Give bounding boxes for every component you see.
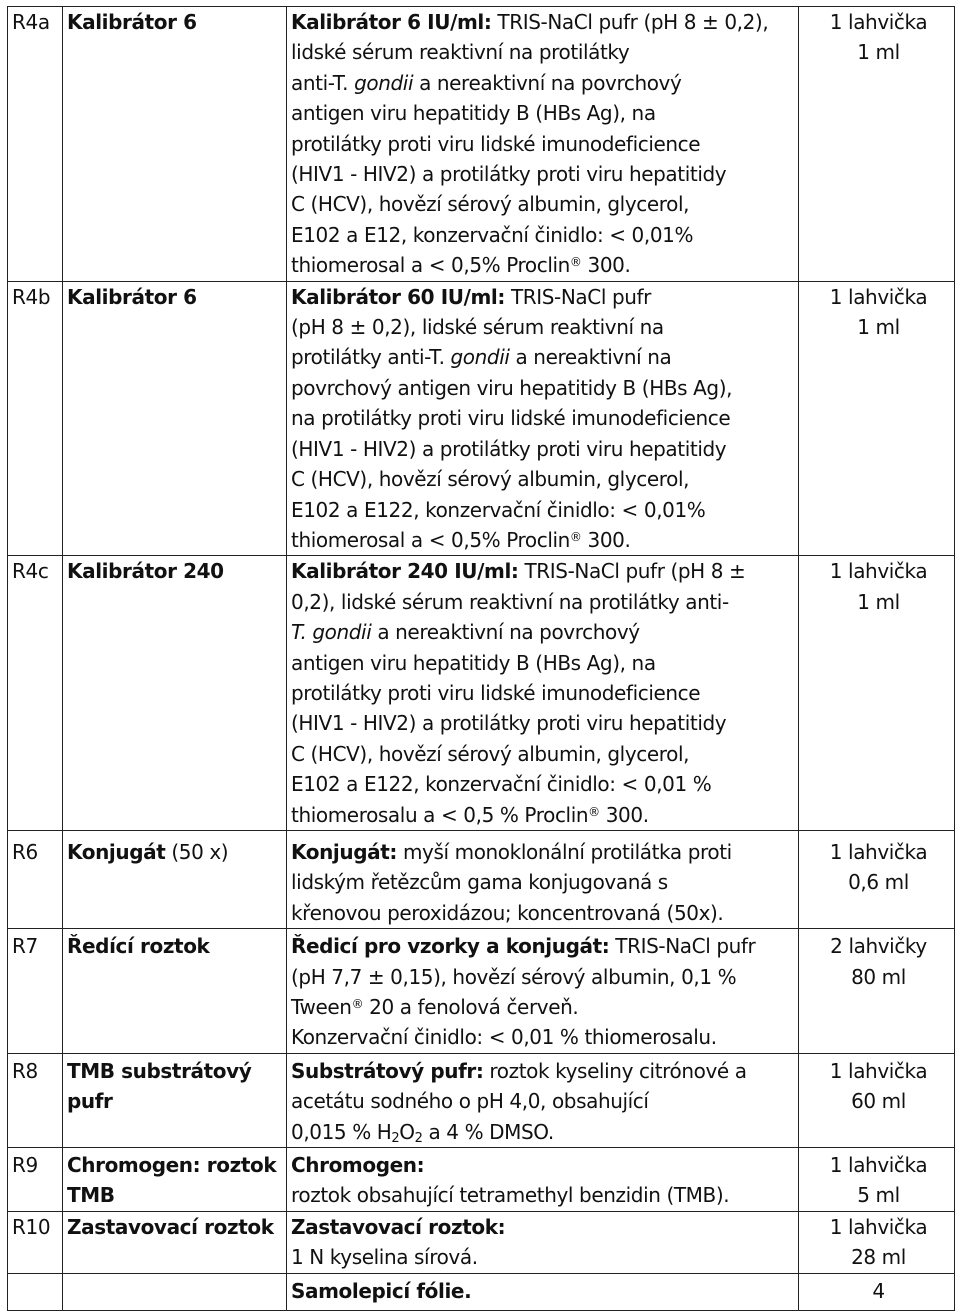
desc-line: (pH 8 ± 0,2), lidské sérum reaktivní na bbox=[291, 315, 664, 340]
subscript: 2 bbox=[391, 1130, 400, 1146]
desc-text: 20 a fenolová červeň. bbox=[363, 995, 579, 1019]
row-name bbox=[63, 281, 287, 556]
desc-title: Chromogen: bbox=[291, 1153, 425, 1178]
desc-text: a 4 % DMSO. bbox=[422, 1119, 554, 1144]
desc-title: Substrátový pufr: bbox=[291, 1058, 484, 1083]
desc-text: 0,015 % H bbox=[291, 1119, 392, 1144]
desc-line: protilátky proti viru lidské imunodeficience bbox=[291, 131, 701, 156]
desc-title: Ředicí pro vzorky a konjugát: bbox=[291, 934, 610, 959]
desc-title: Samolepicí fólie. bbox=[291, 1279, 472, 1304]
desc-line: (HIV1 - HIV2) a protilátky proti viru hepatitidy bbox=[291, 711, 727, 736]
row-code: R8 bbox=[8, 1053, 63, 1147]
qty-count: 1 lahvička bbox=[829, 10, 928, 34]
desc-title: Zastavovací roztok: bbox=[291, 1214, 506, 1239]
row-quantity bbox=[799, 929, 955, 1054]
row-quantity bbox=[799, 830, 955, 928]
qty-count: 1 lahvička bbox=[829, 1058, 928, 1083]
row-name-text: Ředící roztok bbox=[67, 934, 210, 959]
desc-text: TRIS-NaCl pufr bbox=[609, 934, 756, 959]
row-name-text: Kalibrátor 6 bbox=[67, 284, 197, 309]
qty-count: 1 lahvička bbox=[829, 839, 928, 864]
row-code: R7 bbox=[8, 929, 63, 1054]
row-quantity bbox=[799, 281, 955, 556]
row-name-text: Chromogen: roztok bbox=[67, 1153, 277, 1178]
desc-italic: gondii bbox=[450, 345, 510, 370]
row-name-text: Konjugát bbox=[67, 839, 166, 864]
row-quantity bbox=[799, 1148, 955, 1212]
row-name-text: Kalibrátor 6 bbox=[67, 10, 197, 34]
row-name bbox=[63, 7, 287, 282]
table-row bbox=[8, 1211, 955, 1273]
row-name-suffix: (50 x) bbox=[165, 839, 229, 864]
table-row bbox=[8, 556, 955, 831]
desc-line: Konzervační činidlo: < 0,01 % thiomerosalu. bbox=[291, 1025, 717, 1050]
desc-title: Kalibrátor 240 IU/ml: bbox=[291, 559, 519, 584]
desc-line: (pH 7,7 ± 0,15), hovězí sérový albumin, 0,1 % bbox=[291, 964, 737, 989]
desc-line: lidské sérum reaktivní na protilátky bbox=[291, 40, 630, 65]
desc-text: Tween bbox=[291, 995, 352, 1019]
table-row bbox=[8, 7, 955, 282]
row-name-text: Kalibrátor 240 bbox=[67, 559, 224, 584]
table-row bbox=[8, 929, 955, 1054]
desc-line: křenovou peroxidázou; koncentrovaná (50x). bbox=[291, 900, 724, 925]
row-quantity bbox=[799, 1211, 955, 1273]
row-description bbox=[287, 281, 799, 556]
row-quantity bbox=[799, 1053, 955, 1147]
row-description bbox=[287, 830, 799, 928]
row-quantity bbox=[799, 1273, 955, 1310]
desc-text: TRIS-NaCl pufr bbox=[504, 284, 651, 309]
row-description bbox=[287, 929, 799, 1054]
row-code: R4c bbox=[8, 556, 63, 831]
row-description bbox=[287, 7, 799, 282]
desc-italic: gondii bbox=[354, 70, 414, 95]
registered-mark: ® bbox=[588, 804, 600, 819]
qty-volume: 1 ml bbox=[857, 589, 900, 614]
qty-volume: 28 ml bbox=[851, 1245, 906, 1270]
qty-count: 1 lahvička bbox=[829, 1214, 928, 1239]
desc-text: thiomerosal a < 0,5% Proclin bbox=[291, 527, 570, 552]
registered-mark: ® bbox=[351, 997, 364, 1011]
table-row bbox=[8, 1053, 955, 1147]
desc-line: C (HCV), hovězí sérový albumin, glycerol, bbox=[291, 467, 690, 492]
desc-text: TRIS-NaCl pufr (pH 8 ± bbox=[518, 559, 746, 584]
desc-text: 300. bbox=[581, 527, 631, 552]
row-description bbox=[287, 1211, 799, 1273]
desc-text: myší monoklonální protilátka proti bbox=[397, 839, 732, 864]
desc-italic: T. gondii bbox=[291, 620, 372, 645]
empty-cell bbox=[63, 1273, 287, 1310]
desc-line: lidským řetězcům gama konjugovaná s bbox=[291, 870, 668, 895]
desc-text: anti-T. bbox=[291, 70, 355, 95]
qty-volume: 60 ml bbox=[851, 1089, 906, 1114]
qty-count: 1 lahvička bbox=[829, 1153, 928, 1178]
desc-line: 1 N kyselina sírová. bbox=[291, 1245, 478, 1270]
desc-line: E102 a E122, konzervační činidlo: < 0,01% bbox=[291, 497, 706, 522]
qty-count: 1 lahvička bbox=[829, 284, 928, 309]
desc-line: (HIV1 - HIV2) a protilátky proti viru hepatitidy bbox=[291, 436, 727, 461]
table-row bbox=[8, 1273, 955, 1310]
desc-title: Kalibrátor 60 IU/ml: bbox=[291, 284, 505, 309]
registered-mark: ® bbox=[569, 255, 582, 270]
row-name-text: pufr bbox=[67, 1089, 113, 1114]
row-quantity bbox=[799, 7, 955, 282]
desc-line: (HIV1 - HIV2) a protilátky proti viru hepatitidy bbox=[291, 162, 727, 187]
qty-volume: 80 ml bbox=[851, 964, 906, 989]
row-code: R9 bbox=[8, 1148, 63, 1212]
desc-line: C (HCV), hovězí sérový albumin, glycerol, bbox=[291, 741, 690, 766]
row-description bbox=[287, 1053, 799, 1147]
row-name-text: TMB bbox=[67, 1183, 115, 1208]
qty-count: 2 lahvičky bbox=[830, 934, 927, 959]
qty-count: 4 bbox=[872, 1279, 885, 1304]
desc-line: antigen viru hepatitidy B (HBs Ag), na bbox=[291, 650, 656, 675]
desc-line: C (HCV), hovězí sérový albumin, glycerol, bbox=[291, 192, 690, 217]
desc-text: 300. bbox=[581, 253, 631, 278]
desc-title: Konjugát: bbox=[291, 839, 397, 864]
row-description bbox=[287, 1273, 799, 1310]
registered-mark: ® bbox=[569, 529, 582, 544]
row-code: R4a bbox=[8, 7, 63, 282]
row-name bbox=[63, 556, 287, 831]
desc-line: antigen viru hepatitidy B (HBs Ag), na bbox=[291, 101, 656, 126]
desc-line: acetátu sodného o pH 4,0, obsahující bbox=[291, 1089, 649, 1114]
desc-text: roztok kyseliny citrónové a bbox=[483, 1058, 747, 1083]
desc-text: a nereaktivní na povrchový bbox=[413, 70, 682, 95]
desc-title: Kalibrátor 6 IU/ml: bbox=[291, 10, 492, 34]
row-name bbox=[63, 1148, 287, 1212]
row-name-text: TMB substrátový bbox=[67, 1058, 252, 1083]
desc-line: 0,2), lidské sérum reaktivní na protilátky anti- bbox=[291, 589, 729, 614]
desc-line: protilátky proti viru lidské imunodeficience bbox=[291, 680, 701, 705]
desc-line: E102 a E122, konzervační činidlo: < 0,01 % bbox=[291, 772, 712, 797]
table-row bbox=[8, 830, 955, 928]
desc-text: TRIS-NaCl pufr (pH 8 ± 0,2), bbox=[491, 10, 769, 34]
qty-volume: 1 ml bbox=[857, 40, 900, 65]
row-name bbox=[63, 830, 287, 928]
desc-text: thiomerosalu a < 0,5 % Proclin bbox=[291, 802, 589, 827]
subscript: 2 bbox=[414, 1130, 423, 1146]
row-description bbox=[287, 1148, 799, 1212]
row-name bbox=[63, 1053, 287, 1147]
row-code: R4b bbox=[8, 281, 63, 556]
row-quantity bbox=[799, 556, 955, 831]
desc-line: E102 a E12, konzervační činidlo: < 0,01% bbox=[291, 222, 694, 247]
row-name bbox=[63, 929, 287, 1054]
desc-line: roztok obsahující tetramethyl benzidin (TMB). bbox=[291, 1183, 730, 1208]
row-code: R6 bbox=[8, 830, 63, 928]
desc-text: O bbox=[399, 1119, 415, 1144]
table-row bbox=[8, 1148, 955, 1212]
qty-count: 1 lahvička bbox=[829, 559, 928, 584]
row-name-text: Zastavovací roztok bbox=[67, 1214, 274, 1239]
table-row bbox=[8, 281, 955, 556]
desc-text: a nereaktivní na bbox=[509, 345, 672, 370]
row-code: R10 bbox=[8, 1211, 63, 1273]
desc-text: a nereaktivní na povrchový bbox=[371, 620, 640, 645]
empty-cell bbox=[8, 1273, 63, 1310]
row-name bbox=[63, 1211, 287, 1273]
qty-volume: 1 ml bbox=[857, 315, 900, 340]
qty-volume: 5 ml bbox=[857, 1183, 900, 1208]
desc-line: na protilátky proti viru lidské imunodeficience bbox=[291, 406, 731, 431]
desc-text: thiomerosal a < 0,5% Proclin bbox=[291, 253, 570, 278]
kit-components-table bbox=[7, 6, 955, 1311]
desc-line: povrchový antigen viru hepatitidy B (HBs Ag), bbox=[291, 375, 733, 400]
desc-text: protilátky anti-T. bbox=[291, 345, 451, 370]
row-description bbox=[287, 556, 799, 831]
desc-text: 300. bbox=[599, 802, 649, 827]
qty-volume: 0,6 ml bbox=[848, 870, 909, 895]
